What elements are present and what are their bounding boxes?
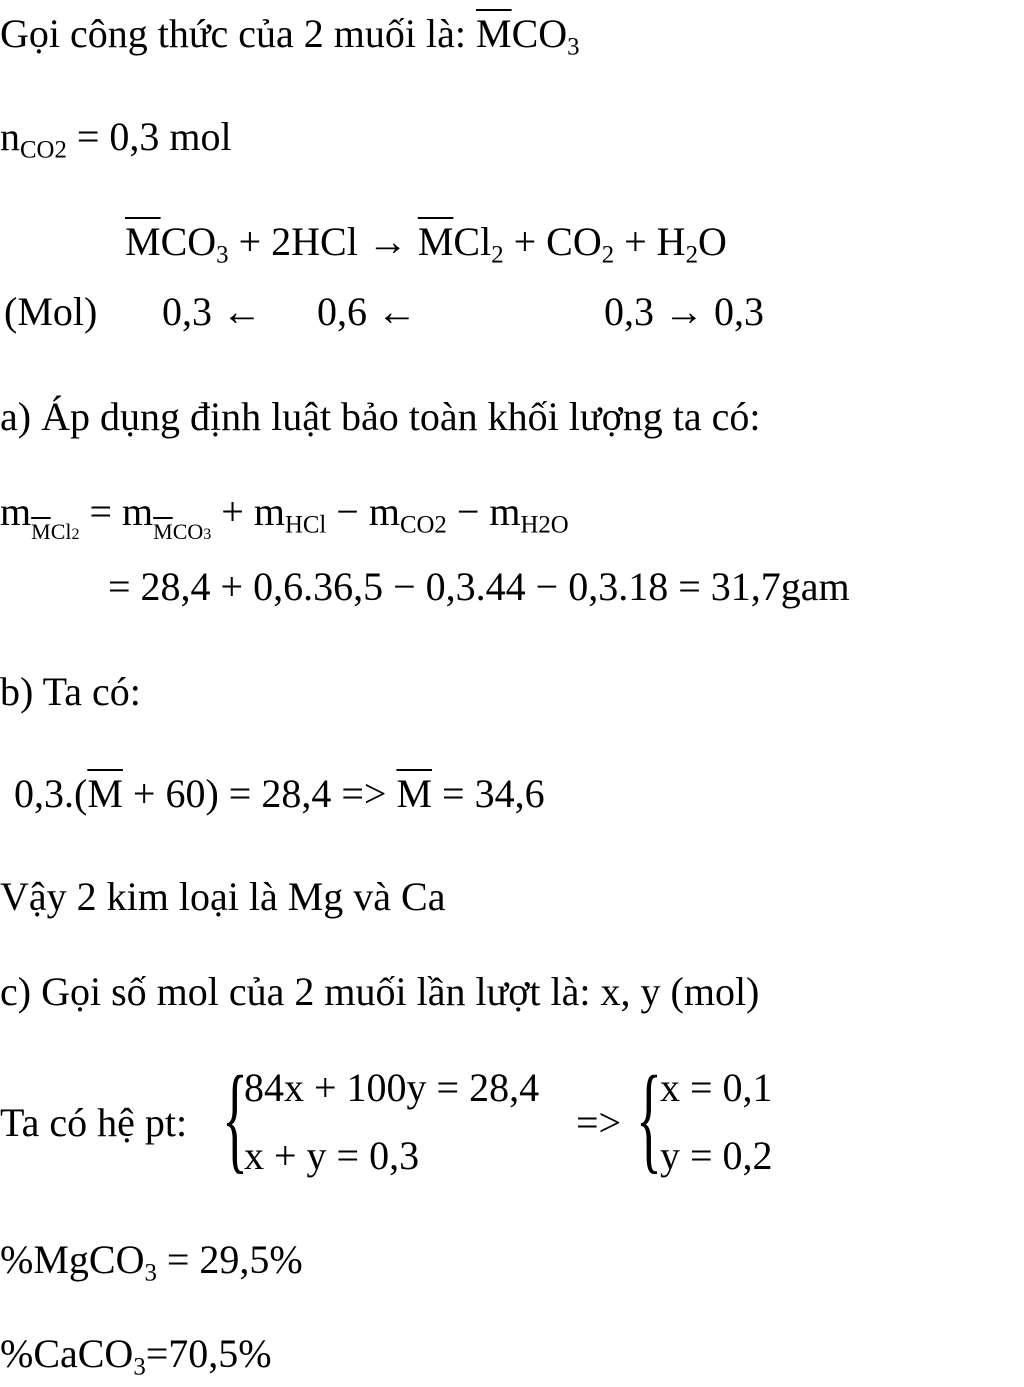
eq-part: = 34,6 — [432, 771, 545, 816]
n-value: = 0,3 mol — [66, 114, 232, 159]
eq-part: + 2HCl → — [228, 219, 418, 264]
subscript: 3 — [567, 33, 580, 61]
subscript: 2 — [685, 241, 698, 269]
subscript: HCl — [284, 511, 327, 539]
eq-part: 0,3.( — [14, 771, 88, 816]
m-bar: $\overline{M}$ — [417, 219, 454, 264]
percent-caco3 — [0, 1331, 272, 1381]
n-co2-line — [0, 114, 232, 164]
mol-value-b: 0,6 ← — [317, 289, 417, 334]
sub-part: 2 — [71, 526, 80, 543]
sub-part: CO — [172, 519, 204, 544]
m-bar: $\overline{M}$ — [125, 219, 161, 264]
implies-arrow: => — [576, 1100, 622, 1145]
part-c-heading: c) Gọi số mol của 2 muối lần lượt là: x, y (mol) — [0, 969, 760, 1014]
m-bar: $\overline{M}$ — [87, 771, 123, 816]
pct-part: %CaCO — [0, 1331, 134, 1376]
m-bar: $\overline{M}$ — [153, 519, 173, 544]
system-equation-1: 84x + 100y = 28,4 — [244, 1065, 540, 1110]
m-bar: $\overline{M}$ — [476, 11, 512, 56]
eq-part: + CO — [503, 219, 602, 264]
n-symbol: n — [0, 114, 20, 159]
pct-part: = 29,5% — [156, 1237, 303, 1282]
system-equation-2: x + y = 0,3 — [244, 1133, 420, 1178]
system-label: Ta có hệ pt: — [0, 1100, 188, 1145]
subscript: 3 — [144, 1259, 157, 1287]
eq-part: Cl — [453, 219, 492, 264]
m-bar: $\overline{M}$ — [31, 519, 51, 544]
conclusion-line: Vậy 2 kim loại là Mg và Ca — [0, 874, 446, 919]
mol-label: (Mol) — [4, 289, 98, 334]
part-a-heading: a) Áp dụng định luật bảo toàn khối lượng ta có: — [0, 394, 761, 439]
subscript: 3 — [216, 241, 229, 269]
mol-value-c: 0,3 → 0,3 — [604, 289, 764, 334]
eq-part: = m — [79, 489, 154, 534]
eq-part: − m — [446, 489, 521, 534]
eq-part: O — [697, 219, 727, 264]
intro-text: Gọi công thức của 2 muối là: — [0, 11, 477, 56]
formula-co: CO — [511, 11, 568, 56]
mol-value-a: 0,3 ← — [162, 289, 262, 334]
mass-calculation: = 28,4 + 0,6.36,5 − 0,3.44 − 0,3.18 = 31,7gam — [108, 564, 850, 609]
eq-part: − m — [326, 489, 400, 534]
eq-part: + H — [614, 219, 686, 264]
mass-equation — [0, 489, 569, 544]
reaction-equation — [125, 219, 727, 269]
m-bar: $\overline{M}$ — [396, 771, 433, 816]
subscript: CO2 — [20, 136, 67, 164]
subscript: 2 — [601, 241, 615, 269]
sub-part: Cl — [50, 519, 72, 544]
pct-part: =70,5% — [145, 1331, 272, 1376]
eq-part: CO — [160, 219, 217, 264]
solution-x: x = 0,1 — [660, 1065, 773, 1110]
subscript: 2 — [491, 241, 504, 269]
sub-part: 3 — [203, 526, 212, 543]
subscript: CO2 — [399, 511, 447, 539]
part-b-heading: b) Ta có: — [0, 669, 141, 714]
pct-part: %MgCO — [0, 1237, 145, 1282]
m-equation — [14, 771, 545, 816]
solution-y: y = 0,2 — [660, 1133, 773, 1178]
subscript: 3 — [133, 1353, 146, 1381]
percent-mgco3 — [0, 1237, 303, 1287]
subscript: H2O — [520, 511, 569, 539]
left-brace-icon: { — [222, 1051, 248, 1184]
subscript — [153, 519, 211, 544]
eq-part: + m — [211, 489, 285, 534]
intro-line — [0, 11, 580, 61]
subscript — [31, 519, 79, 544]
right-system-brace-icon: { — [636, 1051, 662, 1184]
eq-part: + 60) = 28,4 => — [122, 771, 397, 816]
m-symbol: m — [0, 489, 32, 534]
